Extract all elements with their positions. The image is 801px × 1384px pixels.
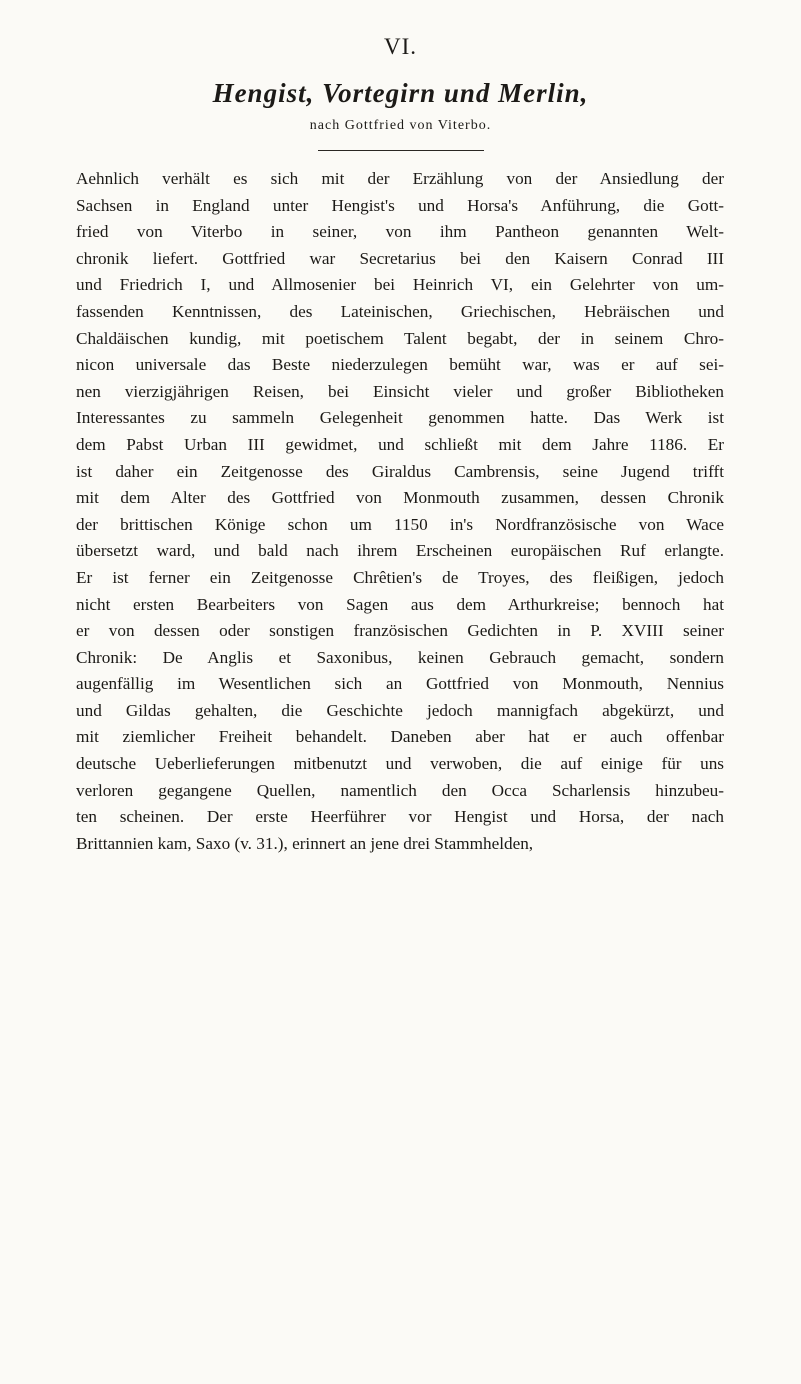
title-divider	[318, 150, 484, 151]
text-line: übersetzt ward, und bald nach ihrem Erscheinen europäischen Ruf erlangte.	[76, 541, 724, 561]
text-line: Aehnlich verhält es sich mit der Erzählung von der Ansiedlung der	[76, 169, 724, 188]
text-line: und Friedrich I, und Allmosenier bei Heinrich VI, ein Gelehrter von um-	[76, 275, 724, 295]
text-line: mit dem Alter des Gottfried von Monmouth zusammen, dessen Chronik	[76, 488, 724, 508]
text-line: chronik liefert. Gottfried war Secretarius bei den Kaisern Conrad III	[76, 248, 724, 268]
text-line: augenfällig im Wesentlichen sich an Gottfried von Monmouth, Nennius	[76, 674, 724, 694]
text-line: deutsche Ueberlieferungen mitbenutzt und verwoben, die auf einige für uns	[76, 754, 724, 774]
chapter-number: VI.	[383, 34, 418, 59]
text-line: ten scheinen. Der erste Heerführer vor Hengist und Horsa, der nach	[76, 807, 724, 827]
text-line: mit ziemlicher Freiheit behandelt. Daneben aber hat er auch offenbar	[76, 727, 724, 747]
text-line: nicon universale das Beste niederzulegen bemüht war, was er auf sei-	[76, 355, 724, 375]
chapter-subtitle: nach Gottfried von Viterbo.	[309, 118, 492, 133]
text-line: er von dessen oder sonstigen französischen Gedichten in P. XVIII seiner	[76, 621, 724, 641]
body-paragraph	[76, 166, 724, 857]
text-line: fassenden Kenntnissen, des Lateinischen, Griechischen, Hebräischen und	[76, 301, 724, 321]
text-line: nen vierzigjährigen Reisen, bei Einsicht vieler und großer Bibliotheken	[76, 381, 724, 401]
text-line: verloren gegangene Quellen, namentlich den Occa Scharlensis hinzubeu-	[76, 780, 724, 800]
text-line: Er ist ferner ein Zeitgenosse Chrêtien's de Troyes, des fleißigen, jedoch	[76, 567, 724, 587]
text-line: Chaldäischen kundig, mit poetischem Talent begabt, der in seinem Chro-	[76, 328, 724, 348]
text-line: nicht ersten Bearbeiters von Sagen aus dem Arthurkreise; bennoch hat	[76, 594, 724, 614]
chapter-title: Hengist, Vortegirn und Merlin,	[212, 78, 589, 108]
text-line: dem Pabst Urban III gewidmet, und schließt mit dem Jahre 1186. Er	[76, 434, 724, 454]
text-line: ist daher ein Zeitgenosse des Giraldus Cambrensis, seine Jugend trifft	[76, 461, 724, 481]
text-line: Interessantes zu sammeln Gelegenheit genommen hatte. Das Werk ist	[76, 408, 724, 428]
text-line: fried von Viterbo in seiner, von ihm Pantheon genannten Welt-	[76, 222, 724, 242]
text-line: der brittischen Könige schon um 1150 in's Nordfranzösische von Wace	[76, 514, 724, 534]
text-line: Chronik: De Anglis et Saxonibus, keinen Gebrauch gemacht, sondern	[76, 647, 724, 667]
text-line: Brittannien kam, Saxo (v. 31.), erinnert an jene drei Stammhelden,	[76, 833, 534, 853]
text-line: und Gildas gehalten, die Geschichte jedoch mannigfach abgekürzt, und	[76, 700, 724, 720]
text-line: Sachsen in England unter Hengist's und Horsa's Anführung, die Gott-	[76, 195, 724, 215]
